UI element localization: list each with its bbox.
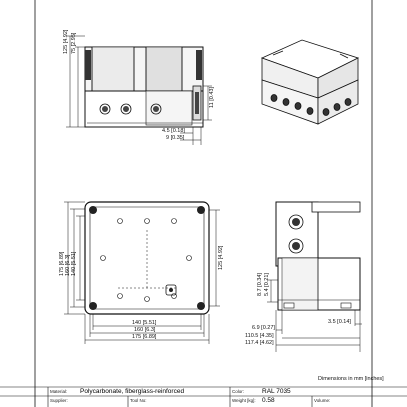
isometric-view — [262, 40, 358, 124]
dim-top-w-140: 140 [5.51] — [132, 320, 157, 326]
material-label: Material: — [50, 389, 68, 394]
dim-side-110-5: 110.5 [4.35] — [245, 333, 274, 339]
dim-top-140: 140 [5.51] — [71, 251, 77, 276]
dim-front-9: 9 [0.35] — [166, 135, 185, 141]
dim-front-11: 11 [0.43] — [209, 87, 215, 108]
dim-top-125: 125 [4.92] — [218, 245, 224, 270]
front-view — [85, 47, 203, 127]
dim-top-w-175: 175 [6.89] — [132, 334, 157, 340]
dim-top-160: 160 [6.3] — [65, 254, 71, 276]
dim-front-75: 75 [2.95] — [71, 32, 77, 54]
dim-top-175: 175 [6.89] — [59, 251, 65, 276]
supplier-label: Supplier: — [50, 398, 68, 403]
units-note: Dimensions in mm [inches] — [318, 376, 384, 382]
color-label: Color: — [232, 389, 245, 394]
dim-side-8-7: 8.7 [0.34] — [257, 273, 263, 296]
color-value: RAL 7035 — [262, 388, 291, 395]
top-view — [85, 202, 209, 314]
dim-side-117-4: 117.4 [4.62] — [245, 340, 274, 346]
material-value: Polycarbonate, fiberglass-reinforced — [80, 388, 185, 395]
weight-label: Weight [kg]: — [232, 398, 256, 403]
weight-value: 0.58 — [262, 397, 275, 404]
volume-label: Volume: — [314, 398, 331, 403]
dim-side-5-4: 5.4 [0.21] — [264, 273, 270, 296]
side-view — [276, 202, 360, 310]
dim-front-4-5: 4.5 [0.18] — [162, 128, 185, 134]
dim-side-6-9: 6.9 [0.27] — [252, 325, 275, 331]
dim-side-3-5: 3.5 [0.14] — [328, 319, 351, 325]
dim-front-125: 125 [4.92] — [63, 29, 69, 54]
tool-label: Tool No: — [130, 398, 147, 403]
dim-top-w-160: 160 [6.3] — [134, 327, 156, 333]
